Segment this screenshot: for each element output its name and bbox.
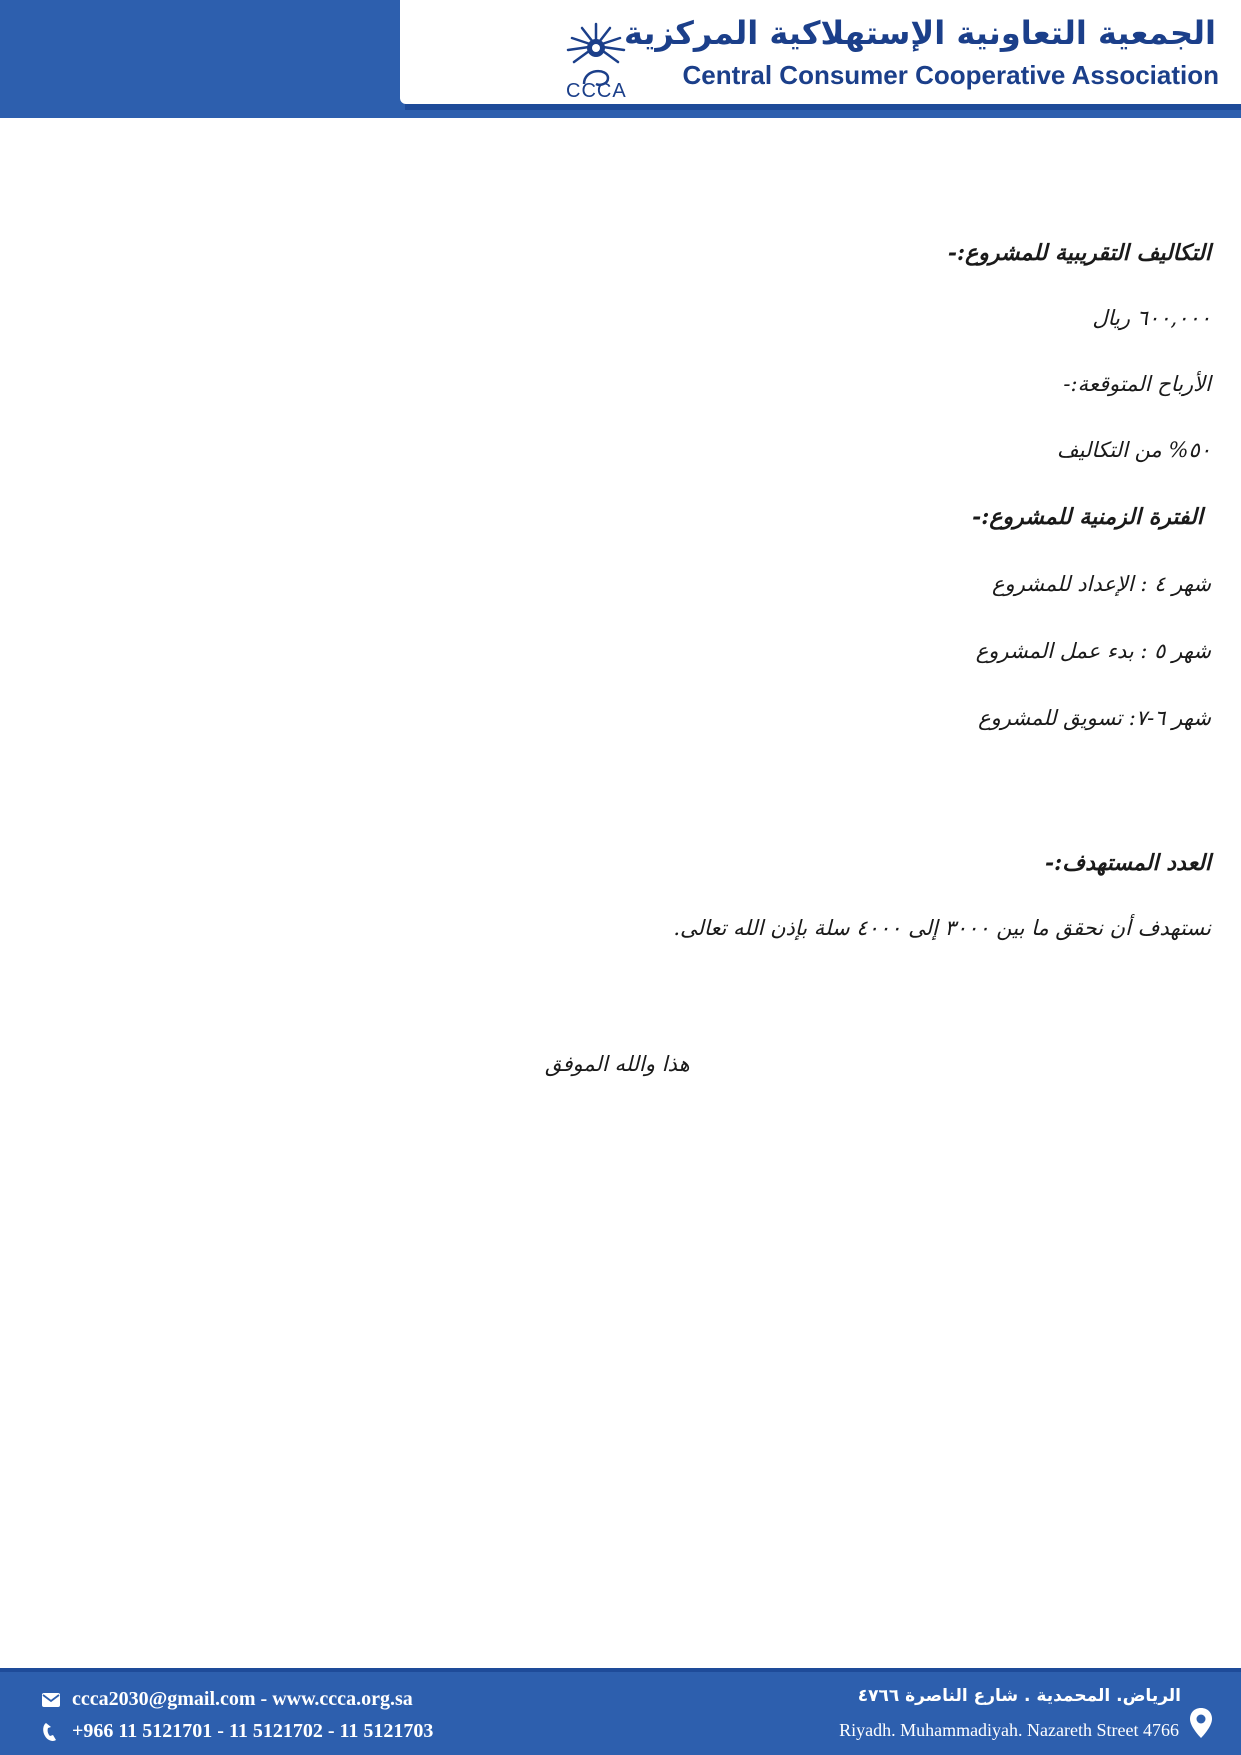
- footer-email-website: ccca2030@gmail.com - www.ccca.org.sa: [72, 1688, 413, 1710]
- footer-top-line: [0, 1668, 1241, 1672]
- profit-value: ٥٠% من التكاليف: [1056, 438, 1211, 462]
- period-item: شهر ٤ : الإعداد للمشروع: [992, 572, 1211, 596]
- footer-address-arabic: الرياض. المحمدية . شارع الناصرة ٤٧٦٦: [857, 1686, 1181, 1706]
- cost-heading: التكاليف التقريبية للمشروع:-: [947, 240, 1211, 266]
- target-heading: العدد المستهدف:-: [1045, 850, 1211, 876]
- profit-heading: الأرباح المتوقعة:-: [1063, 372, 1211, 396]
- location-pin-icon: [1190, 1708, 1212, 1738]
- cost-value: ٦٠٠,٠٠٠ ريال: [1092, 306, 1211, 330]
- closing-line: هذا والله الموفق: [545, 1052, 690, 1076]
- period-item: شهر ٥ : بدء عمل المشروع: [975, 639, 1211, 663]
- letterhead-header: [0, 0, 1241, 120]
- mail-icon: [42, 1693, 60, 1707]
- phone-icon: [42, 1722, 58, 1742]
- footer-address-english: Riyadh. Muhammadiyah. Nazareth Street 4766: [839, 1720, 1179, 1740]
- period-heading: الفترة الزمنية للمشروع:-: [972, 504, 1203, 530]
- period-item: شهر ٦-٧: تسويق للمشروع: [978, 706, 1211, 730]
- target-text: نستهدف أن نحقق ما بين ٣٠٠٠ إلى ٤٠٠٠ سلة بإذن الله تعالى.: [673, 916, 1211, 940]
- organization-name-arabic: الجمعية التعاونية الإستهلاكية المركزية: [623, 14, 1216, 52]
- organization-name-english: Central Consumer Cooperative Association: [682, 60, 1219, 90]
- header-underline: [405, 104, 1241, 110]
- logo-text: CCCA: [566, 80, 627, 102]
- footer-phone-numbers: +966 11 5121701 - 11 5121702 - 11 5121703: [72, 1720, 434, 1742]
